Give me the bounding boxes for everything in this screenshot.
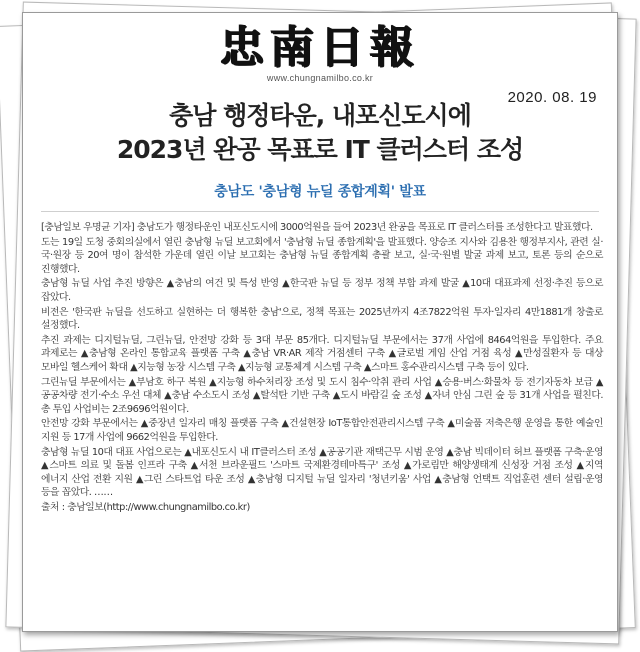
- paragraph: 비전은 '한국판 뉴딜을 선도하고 실현하는 더 행복한 충남'으로, 정책 목표는 2025년까지 4조7822억원 투자·일자리 4만1881개 창출로 설정했다.: [41, 306, 603, 332]
- paragraph: [충남일보 우명균 기자] 충남도가 행정타운인 내포신도시에 3000억원을 들여 2023년 완공을 목표로 IT 클러스터를 조성한다고 발표했다.: [41, 222, 593, 233]
- article-headline: [23, 99, 617, 167]
- newspaper-clipping: [22, 12, 618, 632]
- publication-date: 2020. 08. 19: [507, 89, 597, 106]
- paragraph: 충남형 뉴딜 10대 대표 사업으로는 ▲내포신도시 내 IT클러스터 조성 ▲공공기관 재택근무 시범 운영 ▲충남 빅데이터 허브 플랫폼 구축·운영 ▲스마트 의료 및 돌봄 인프라 구축 ▲서천 브라운필드 '스마트 국제환경테마특구' 조성 ▲가로림만 해양생태계 신성장 거점 조성 ▲지역 에너지 산업 전환 지원 ▲그린 스타트업 타운 조성 ▲충남형 디지털 뉴딜 일자리 '청년키움' 사업 ▲충남형 언택트 직업훈련 센터 설립·운영 등을 꼽았다. ……: [41, 446, 603, 499]
- paragraph: 충남형 뉴딜 사업 추진 방향은 ▲충남의 여건 및 특성 반영 ▲한국판 뉴딜 등 정부 정책 부합 과제 발굴 ▲10대 대표과제 선정·추진 등으로 잡았다.: [41, 278, 603, 303]
- newspaper-logo: 忠南日報: [220, 22, 420, 73]
- article-body: [41, 221, 603, 515]
- paragraph: 도는 19일 도청 중회의실에서 열린 충남형 뉴딜 보고회에서 '충남형 뉴딜 종합계획'을 발표했다. 양승조 지사와 김용찬 행정부지사, 관련 실·국·원장 등 20여 명이 참석한 가운데 열린 이날 보고회는 충남형 뉴딜 종합계획 총괄 보고, 실·국·원별 발굴 과제 보고, 토론 등의 순으로 진행했다.: [41, 236, 603, 275]
- headline-line-2: 2023년 완공 목표로 IT 클러스터 조성: [116, 135, 524, 164]
- masthead-url: www.chungnamilbo.co.kr: [266, 73, 374, 83]
- headline-line-1: 충남 행정타운, 내포신도시에: [169, 101, 471, 130]
- article-subheadline: 충남도 '충남형 뉴딜 종합계획' 발표: [214, 184, 426, 200]
- source-credit: 출처 : 충남일보(http://www.chungnamilbo.co.kr): [41, 501, 250, 513]
- divider: [41, 211, 599, 212]
- paragraph: 추진 과제는 디지털뉴딜, 그린뉴딜, 안전망 강화 등 3대 부문 85개다. 디지털뉴딜 부문에서는 37개 사업에 8464억원을 투입한다. 주요 과제로는 ▲충남형 온라인 통합교육 플랫폼 구축 ▲충남 VR·AR 제작 거점센터 구축 ▲글로벌 게임 산업 거점 육성 ▲만성질환자 등 대상 모바일 헬스케어 확대 ▲지능형 농장 시스템 구축 ▲지능형 교통체계 시스템 구축 ▲스마트 홍수관리시스템 구축 등이 있다.: [41, 334, 603, 373]
- paragraph: 안전망 강화 부문에서는 ▲중장년 일자리 매칭 플랫폼 구축 ▲건설현장 IoT통합안전관리시스템 구축 ▲미술품 저축은행 운영을 통한 예술인 지원 등 17개 사업에 9662억원을 투입한다.: [41, 418, 603, 443]
- masthead: [23, 23, 617, 83]
- paragraph: 그린뉴딜 부문에서는 ▲부남호 하구 복원 ▲지능형 하수처리장 조성 및 도시 침수·악취 관리 사업 ▲승용·버스·화물차 등 전기자동차 보급 ▲공공차량 전기·수소 우선 대체 ▲충남 수소도시 조성 ▲탈석탄 기반 구축 ▲도시 바람길 숲 조성 ▲자녀 안심 그린 숲 등 31개 사업을 펼친다. 총 투입 사업비는 2조9696억원이다.: [41, 376, 603, 415]
